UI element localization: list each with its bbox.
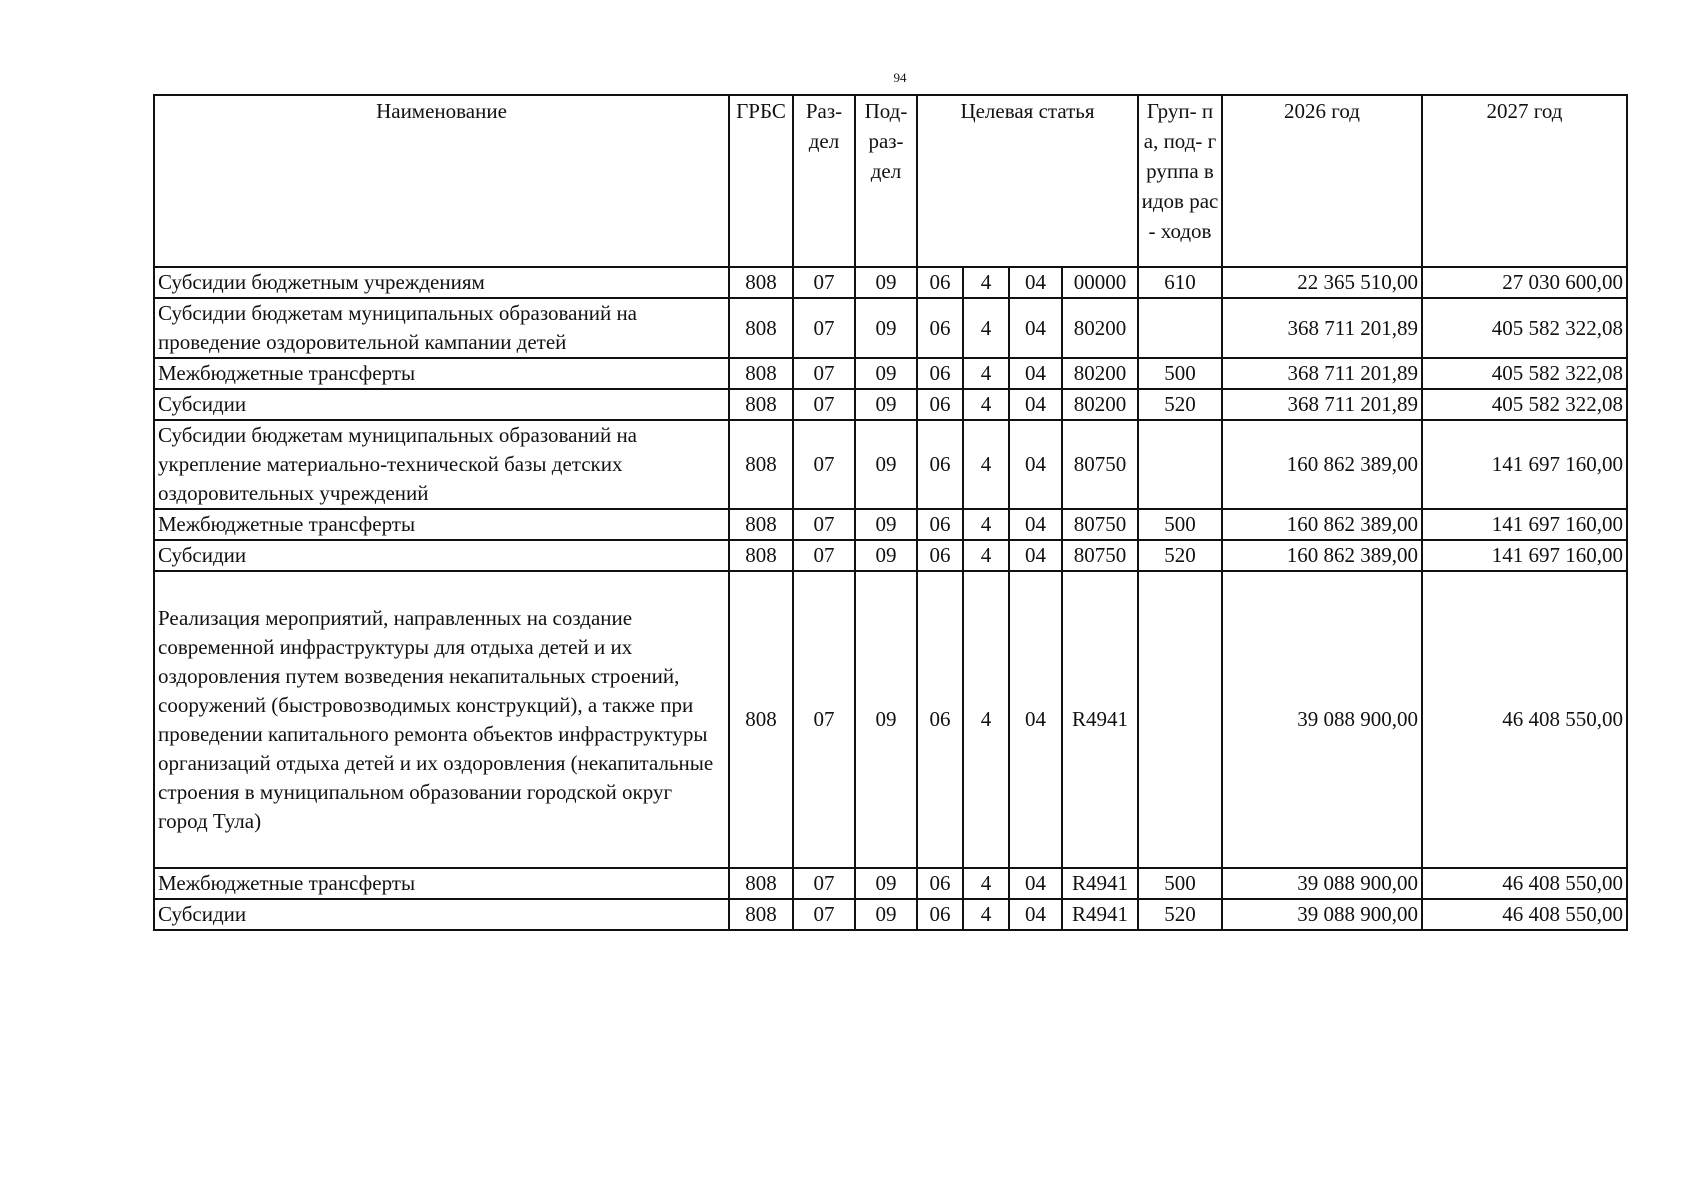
cell-target-type: 4 <box>963 868 1009 899</box>
page-number: 94 <box>893 70 907 85</box>
cell-target-program: 06 <box>917 298 963 358</box>
cell-razdel: 07 <box>793 868 855 899</box>
cell-razdel: 07 <box>793 540 855 571</box>
cell-razdel: 07 <box>793 358 855 389</box>
cell-expense-group: 500 <box>1138 358 1222 389</box>
cell-podrazdel: 09 <box>855 540 917 571</box>
cell-target-type: 4 <box>963 571 1009 868</box>
table-row <box>154 298 1627 358</box>
cell-target-code: 80750 <box>1062 509 1138 540</box>
cell-target-subprogram: 04 <box>1009 358 1062 389</box>
cell-podrazdel: 09 <box>855 298 917 358</box>
cell-razdel: 07 <box>793 267 855 298</box>
cell-expense-group: 520 <box>1138 540 1222 571</box>
cell-grbs: 808 <box>729 358 793 389</box>
cell-amount-2026: 160 862 389,00 <box>1222 420 1422 509</box>
cell-grbs: 808 <box>729 267 793 298</box>
cell-target-subprogram: 04 <box>1009 540 1062 571</box>
cell-expense-group <box>1138 298 1222 358</box>
table-row <box>154 358 1627 389</box>
cell-amount-2027: 405 582 322,08 <box>1422 298 1627 358</box>
cell-razdel: 07 <box>793 509 855 540</box>
cell-amount-2027: 46 408 550,00 <box>1422 868 1627 899</box>
cell-name: Субсидии <box>154 899 729 930</box>
budget-table <box>153 94 1628 931</box>
cell-podrazdel: 09 <box>855 509 917 540</box>
cell-podrazdel: 09 <box>855 899 917 930</box>
table-row <box>154 509 1627 540</box>
cell-target-code: 80200 <box>1062 389 1138 420</box>
cell-amount-2027: 405 582 322,08 <box>1422 358 1627 389</box>
cell-target-type: 4 <box>963 540 1009 571</box>
cell-expense-group: 520 <box>1138 389 1222 420</box>
cell-target-type: 4 <box>963 358 1009 389</box>
cell-razdel: 07 <box>793 389 855 420</box>
cell-grbs: 808 <box>729 540 793 571</box>
cell-amount-2026: 39 088 900,00 <box>1222 571 1422 868</box>
cell-target-code: R4941 <box>1062 571 1138 868</box>
cell-grbs: 808 <box>729 389 793 420</box>
cell-amount-2026: 39 088 900,00 <box>1222 899 1422 930</box>
table-row <box>154 420 1627 509</box>
cell-target-type: 4 <box>963 899 1009 930</box>
cell-target-code: 80750 <box>1062 420 1138 509</box>
cell-amount-2026: 160 862 389,00 <box>1222 509 1422 540</box>
table-row <box>154 540 1627 571</box>
cell-amount-2026: 368 711 201,89 <box>1222 358 1422 389</box>
table-row <box>154 267 1627 298</box>
cell-grbs: 808 <box>729 868 793 899</box>
table-header-row <box>154 95 1627 267</box>
cell-podrazdel: 09 <box>855 389 917 420</box>
cell-amount-2026: 160 862 389,00 <box>1222 540 1422 571</box>
header-year-2026: 2026 год <box>1222 95 1422 267</box>
header-target-article: Целевая статья <box>917 95 1138 267</box>
cell-target-program: 06 <box>917 540 963 571</box>
cell-target-subprogram: 04 <box>1009 420 1062 509</box>
cell-target-subprogram: 04 <box>1009 389 1062 420</box>
cell-target-subprogram: 04 <box>1009 571 1062 868</box>
cell-expense-group: 520 <box>1138 899 1222 930</box>
table-row <box>154 868 1627 899</box>
cell-amount-2027: 141 697 160,00 <box>1422 540 1627 571</box>
cell-amount-2027: 141 697 160,00 <box>1422 420 1627 509</box>
header-year-2027: 2027 год <box>1422 95 1627 267</box>
header-podrazdel: Под- раз- дел <box>855 95 917 267</box>
table-row <box>154 899 1627 930</box>
cell-target-program: 06 <box>917 267 963 298</box>
cell-target-program: 06 <box>917 358 963 389</box>
cell-podrazdel: 09 <box>855 420 917 509</box>
cell-target-program: 06 <box>917 420 963 509</box>
cell-target-type: 4 <box>963 509 1009 540</box>
cell-target-type: 4 <box>963 389 1009 420</box>
cell-amount-2026: 22 365 510,00 <box>1222 267 1422 298</box>
cell-name: Субсидии бюджетам муниципальных образований на укрепление материально-технической базы детских оздоровительных учреждений <box>154 420 729 509</box>
cell-target-type: 4 <box>963 267 1009 298</box>
cell-grbs: 808 <box>729 298 793 358</box>
cell-target-type: 4 <box>963 420 1009 509</box>
header-name: Наименование <box>154 95 729 267</box>
cell-razdel: 07 <box>793 298 855 358</box>
cell-name: Межбюджетные трансферты <box>154 509 729 540</box>
cell-target-code: 00000 <box>1062 267 1138 298</box>
cell-target-subprogram: 04 <box>1009 509 1062 540</box>
cell-expense-group: 500 <box>1138 868 1222 899</box>
cell-target-subprogram: 04 <box>1009 899 1062 930</box>
cell-grbs: 808 <box>729 571 793 868</box>
cell-podrazdel: 09 <box>855 868 917 899</box>
cell-grbs: 808 <box>729 509 793 540</box>
header-expense-group: Груп- па, под- группа видов рас- ходов <box>1138 95 1222 267</box>
cell-amount-2027: 141 697 160,00 <box>1422 509 1627 540</box>
cell-amount-2027: 405 582 322,08 <box>1422 389 1627 420</box>
cell-grbs: 808 <box>729 899 793 930</box>
cell-target-subprogram: 04 <box>1009 298 1062 358</box>
cell-name: Субсидии <box>154 389 729 420</box>
cell-podrazdel: 09 <box>855 267 917 298</box>
cell-target-program: 06 <box>917 868 963 899</box>
cell-expense-group <box>1138 420 1222 509</box>
header-razdel: Раз- дел <box>793 95 855 267</box>
cell-target-program: 06 <box>917 389 963 420</box>
cell-target-program: 06 <box>917 899 963 930</box>
cell-target-program: 06 <box>917 509 963 540</box>
cell-expense-group <box>1138 571 1222 868</box>
cell-podrazdel: 09 <box>855 358 917 389</box>
cell-name: Межбюджетные трансферты <box>154 868 729 899</box>
cell-expense-group: 500 <box>1138 509 1222 540</box>
cell-name: Субсидии бюджетным учреждениям <box>154 267 729 298</box>
header-grbs: ГРБС <box>729 95 793 267</box>
cell-target-program: 06 <box>917 571 963 868</box>
cell-target-code: 80200 <box>1062 358 1138 389</box>
cell-target-subprogram: 04 <box>1009 267 1062 298</box>
cell-razdel: 07 <box>793 420 855 509</box>
table-row <box>154 389 1627 420</box>
cell-amount-2027: 46 408 550,00 <box>1422 571 1627 868</box>
cell-podrazdel: 09 <box>855 571 917 868</box>
cell-amount-2026: 39 088 900,00 <box>1222 868 1422 899</box>
cell-name: Межбюджетные трансферты <box>154 358 729 389</box>
cell-target-code: R4941 <box>1062 868 1138 899</box>
cell-amount-2027: 27 030 600,00 <box>1422 267 1627 298</box>
cell-amount-2026: 368 711 201,89 <box>1222 389 1422 420</box>
cell-amount-2026: 368 711 201,89 <box>1222 298 1422 358</box>
cell-target-type: 4 <box>963 298 1009 358</box>
cell-razdel: 07 <box>793 571 855 868</box>
cell-name: Субсидии бюджетам муниципальных образований на проведение оздоровительной кампании детей <box>154 298 729 358</box>
cell-amount-2027: 46 408 550,00 <box>1422 899 1627 930</box>
cell-razdel: 07 <box>793 899 855 930</box>
cell-name: Субсидии <box>154 540 729 571</box>
table-row <box>154 571 1627 868</box>
cell-target-code: 80200 <box>1062 298 1138 358</box>
cell-target-subprogram: 04 <box>1009 868 1062 899</box>
cell-target-code: 80750 <box>1062 540 1138 571</box>
cell-target-code: R4941 <box>1062 899 1138 930</box>
cell-expense-group: 610 <box>1138 267 1222 298</box>
cell-grbs: 808 <box>729 420 793 509</box>
cell-name: Реализация мероприятий, направленных на создание современной инфраструктуры для отдыха детей и их оздоровления путем возведения некапитальных строений, сооружений (быстровозводимых конструкций), а также при проведении капитального ремонта объектов инфраструктуры организаций отдыха детей и их оздоровления (некапитальные строения в муниципальном образовании городской округ город Тула) <box>154 571 729 868</box>
